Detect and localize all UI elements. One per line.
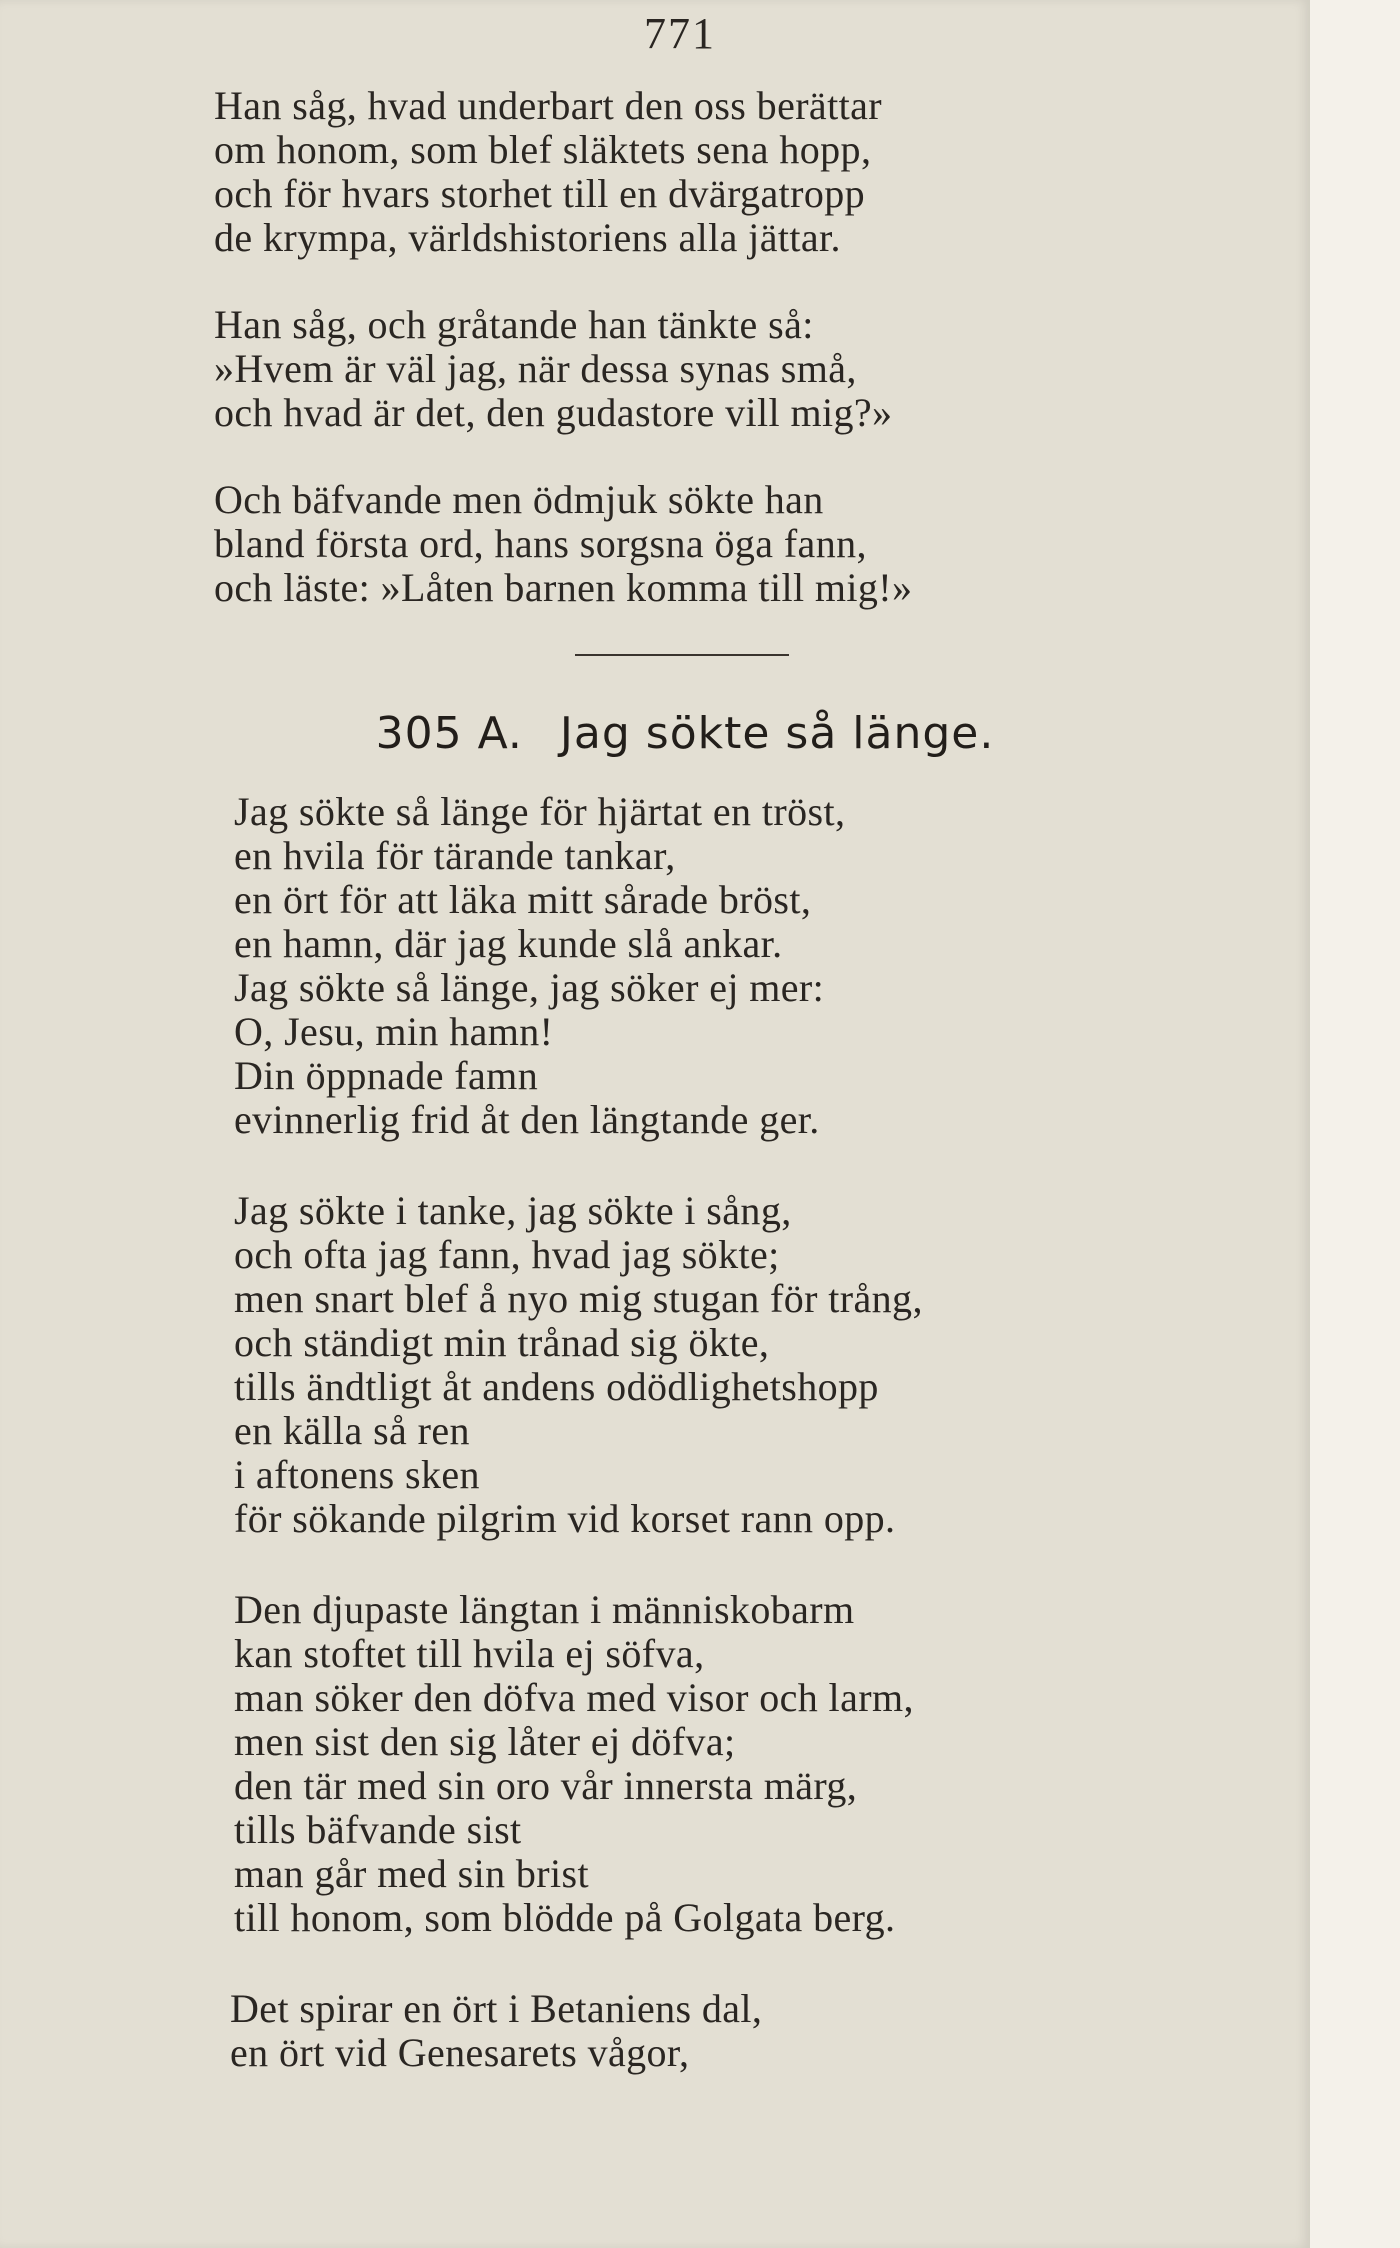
verse-line: Din öppnade famn: [234, 1053, 539, 1098]
verse-line: i aftonens sken: [234, 1452, 480, 1497]
verse-line: Jag sökte i tanke, jag sökte i sång,: [234, 1188, 792, 1233]
verse-line: kan stoftet till hvila ej söfva,: [234, 1631, 705, 1676]
verse-line: Han såg, hvad underbart den oss berättar: [214, 83, 882, 128]
hymn-heading: [0, 708, 1370, 759]
verse-line: Han såg, och gråtande han tänkte så:: [214, 302, 814, 347]
verse-line: och för hvars storhet till en dvärgatropp: [214, 171, 866, 216]
scan-margin: [1310, 0, 1400, 2248]
verse-line: bland första ord, hans sorgsna öga fann,: [214, 521, 867, 566]
verse-line: man söker den döfva med visor och larm,: [234, 1675, 914, 1720]
page-number: 771: [644, 9, 716, 58]
section-divider: [575, 654, 789, 656]
verse-line: för sökande pilgrim vid korset rann opp.: [234, 1496, 896, 1541]
verse-line: men snart blef å nyo mig stugan för trång,: [234, 1276, 923, 1321]
verse-line: och ständigt min trånad sig ökte,: [234, 1320, 770, 1365]
verse-line: en hamn, där jag kunde slå ankar.: [234, 921, 783, 966]
hymn-stanza-2: [234, 1189, 923, 1541]
verse-line: tills ändtligt åt andens odödlighetshopp: [234, 1364, 879, 1409]
top-stanza-3: [214, 478, 912, 610]
verse-line: Jag sökte så länge, jag söker ej mer:: [234, 965, 825, 1010]
verse-line: men sist den sig låter ej döfva;: [234, 1719, 736, 1764]
verse-line: och läste: »Låten barnen komma till mig!»: [214, 565, 913, 610]
hymn-stanza-1: [234, 790, 845, 1142]
verse-line: en källa så ren: [234, 1408, 470, 1453]
verse-line: Den djupaste längtan i människobarm: [234, 1587, 855, 1632]
verse-line: man går med sin brist: [234, 1851, 590, 1896]
verse-line: en ört för att läka mitt sårade bröst,: [234, 877, 812, 922]
top-stanza-1: [214, 84, 882, 260]
hymn-number: 305 A.: [375, 708, 523, 759]
verse-line: och ofta jag fann, hvad jag sökte;: [234, 1232, 780, 1277]
hymn-stanza-3: [234, 1588, 914, 1940]
verse-line: »Hvem är väl jag, när dessa synas små,: [214, 346, 857, 391]
verse-line: Det spirar en ört i Betaniens dal,: [230, 1986, 763, 2031]
top-stanza-2: [214, 303, 892, 435]
verse-line: Jag sökte så länge för hjärtat en tröst,: [234, 789, 846, 834]
verse-line: Och bäfvande men ödmjuk sökte han: [214, 477, 824, 522]
verse-line: till honom, som blödde på Golgata berg.: [234, 1895, 896, 1940]
verse-line: den tär med sin oro vår innersta märg,: [234, 1763, 858, 1808]
verse-line: evinnerlig frid åt den längtande ger.: [234, 1097, 820, 1142]
verse-line: de krympa, världshistoriens alla jättar.: [214, 215, 841, 260]
verse-line: O, Jesu, min hamn!: [234, 1009, 554, 1054]
verse-line: och hvad är det, den gudastore vill mig?»: [214, 390, 893, 435]
verse-line: en hvila för tärande tankar,: [234, 833, 676, 878]
hymn-title: Jag sökte så länge.: [559, 708, 995, 759]
hymn-stanza-4: [230, 1987, 762, 2075]
verse-line: en ört vid Genesarets vågor,: [230, 2030, 690, 2075]
verse-line: om honom, som blef släktets sena hopp,: [214, 127, 872, 172]
verse-line: tills bäfvande sist: [234, 1807, 522, 1852]
